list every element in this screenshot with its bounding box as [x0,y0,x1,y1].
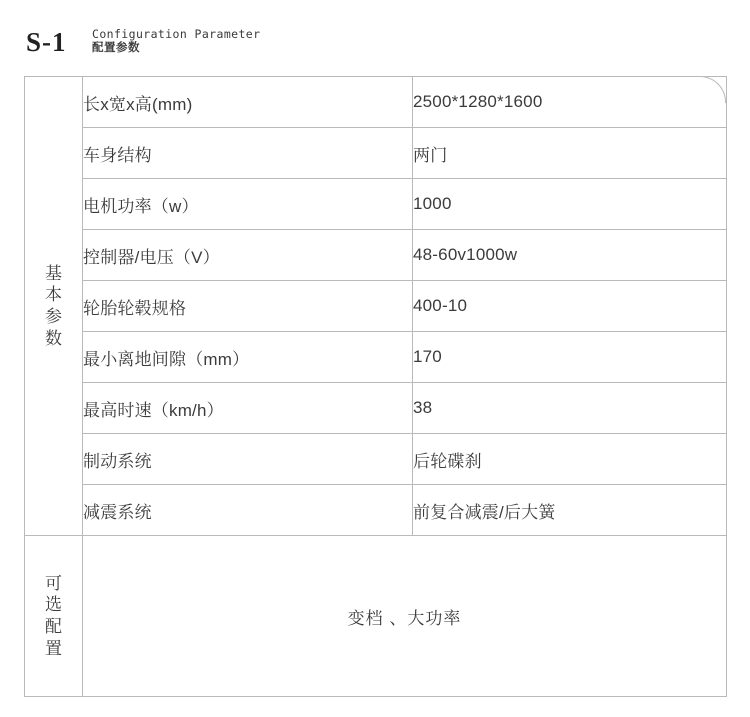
spec-value: 2500*1280*1600 [413,77,727,128]
group-label-basic [25,77,83,536]
header-title-english: Configuration Parameter [92,27,261,41]
table-row [25,128,727,179]
table-row [25,434,727,485]
spec-table-container [24,76,726,678]
spec-value: 前复合减震/后大簧 [413,485,727,536]
spec-name: 电机功率（w） [83,179,413,230]
table-row [25,485,727,536]
table-row [25,230,727,281]
spec-name: 最高时速（km/h） [83,383,413,434]
optional-config-value: 变档 、大功率 [83,536,727,697]
spec-name: 减震系统 [83,485,413,536]
table-row [25,179,727,230]
spec-name: 控制器/电压（V） [83,230,413,281]
table-row [25,332,727,383]
spec-table [24,76,727,697]
table-row-optional [25,536,727,697]
model-code: S-1 [26,27,67,57]
group-label-basic-text: 基本参数 [45,263,62,348]
spec-value: 170 [413,332,727,383]
spec-name: 轮胎轮毂规格 [83,281,413,332]
group-label-optional [25,536,83,697]
table-row [25,383,727,434]
table-row [25,281,727,332]
spec-value: 后轮碟刹 [413,434,727,485]
spec-name: 制动系统 [83,434,413,485]
spec-name: 车身结构 [83,128,413,179]
header-titles [92,28,260,55]
spec-value: 400-10 [413,281,727,332]
spec-name: 长x宽x高(mm) [83,77,413,128]
table-row [25,77,727,128]
group-label-optional-text: 可选配置 [45,573,62,658]
spec-value: 48-60v1000w [413,230,727,281]
header-title-chinese: 配置参数 [92,42,140,55]
spec-value: 38 [413,383,727,434]
spec-value: 两门 [413,128,727,179]
spec-value: 1000 [413,179,727,230]
spec-name: 最小离地间隙（mm） [83,332,413,383]
document-header [0,0,750,72]
